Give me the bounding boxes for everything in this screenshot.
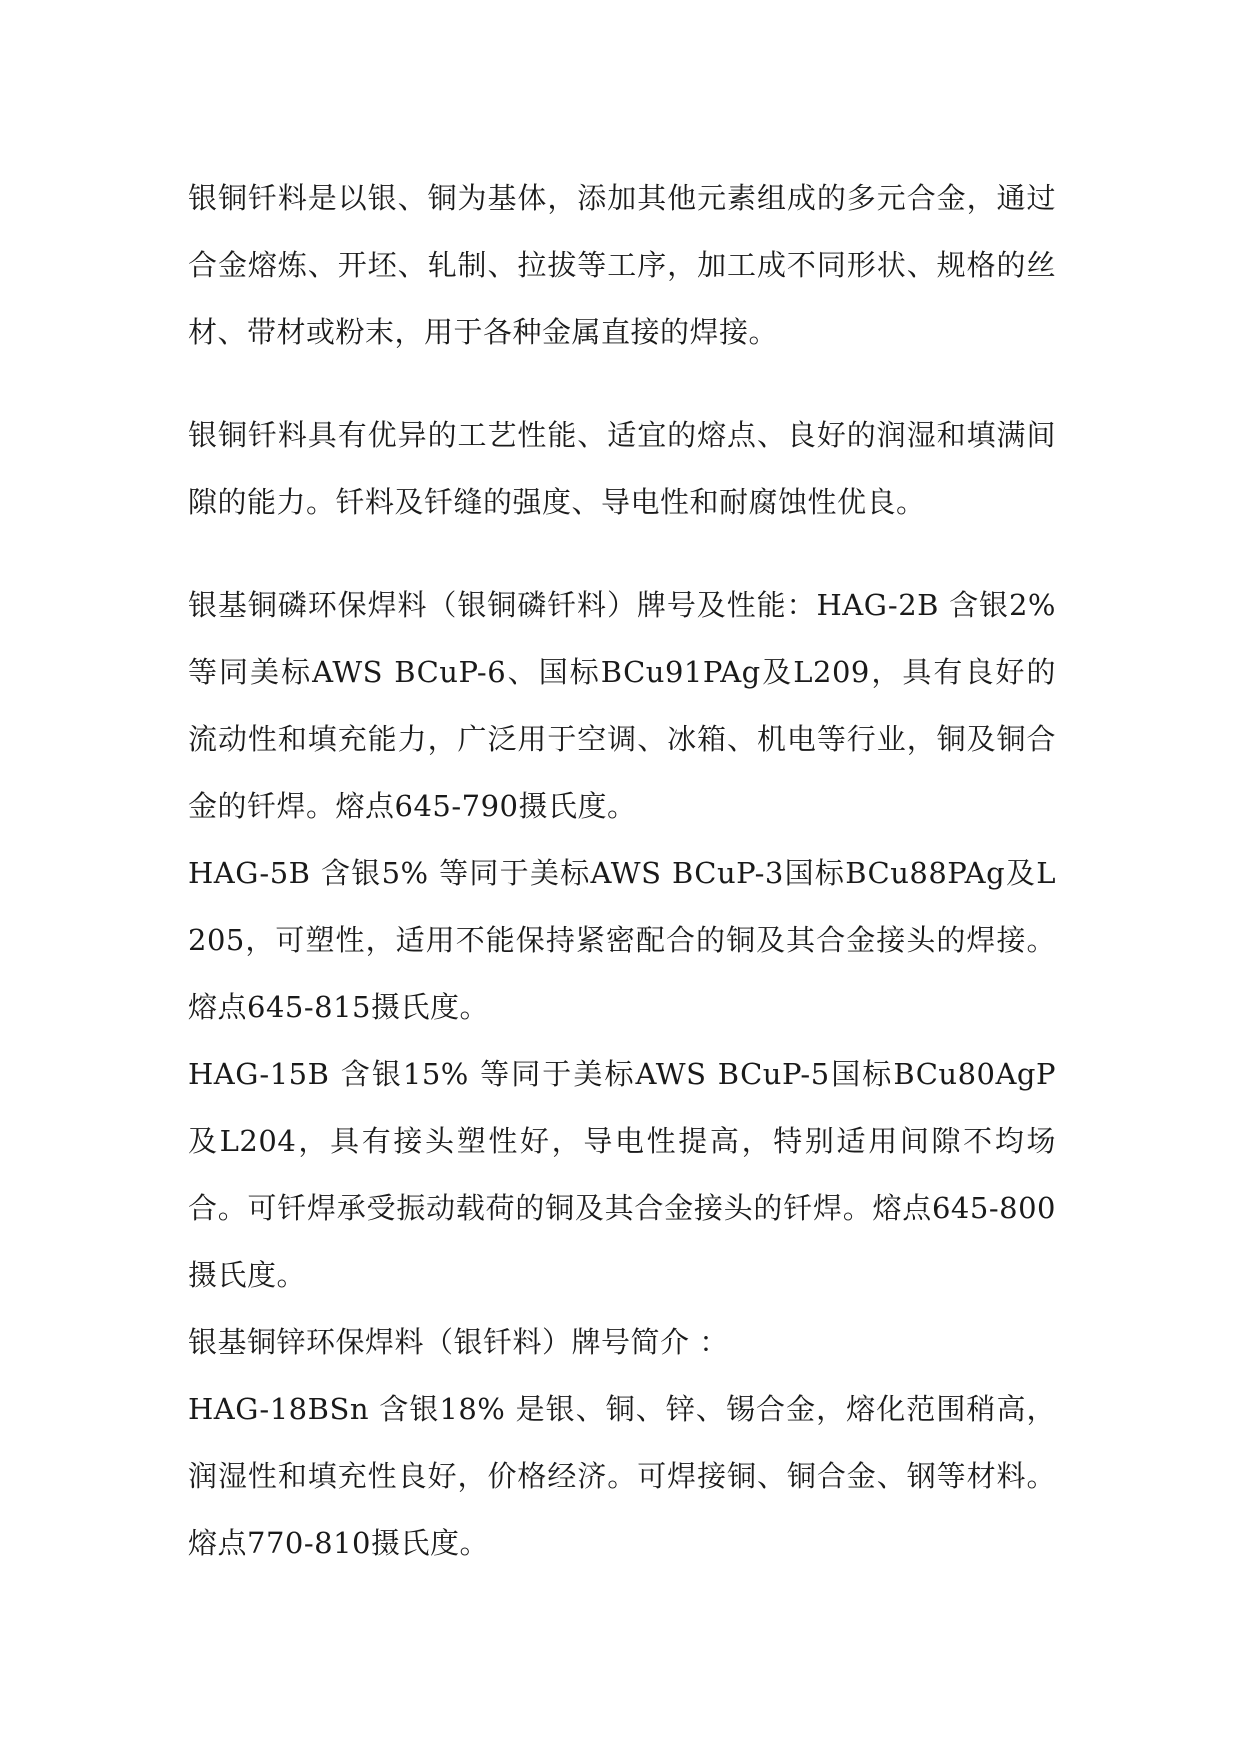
paragraph-hag-2b: 银基铜磷环保焊料（银铜磷钎料）牌号及性能：HAG-2B 含银2% 等同美标AWS BCuP-6、国标BCu91PAg及L209，具有良好的流动性和填充能力，广泛用于空调、冰箱、机电等行业，铜及铜合金的钎焊。熔点645-790摄氏度。 [188, 588, 1056, 823]
paragraph-hag-18bsn: HAG-18BSn 含银18% 是银、铜、锌、锡合金，熔化范围稍高，润湿性和填充性良好，价格经济。可焊接铜、铜合金、钢等材料。熔点770-810摄氏度。 [188, 1392, 1056, 1560]
paragraph-silver-zinc-heading: 银基铜锌环保焊料（银钎料）牌号简介 ： [188, 1325, 729, 1359]
document-body [188, 165, 1056, 1577]
paragraph-properties: 银铜钎料具有优异的工艺性能、适宜的熔点、良好的润湿和填满间隙的能力。钎料及钎缝的强度、导电性和耐腐蚀性优良。 [188, 418, 1056, 519]
paragraph-hag-15b: HAG-15B 含银15% 等同于美标AWS BCuP-5国标BCu80AgP及L204，具有接头塑性好，导电性提高，特别适用间隙不均场合。可钎焊承受振动载荷的铜及其合金接头的钎焊。熔点645-800摄氏度。 [188, 1057, 1056, 1292]
paragraph-hag-5b: HAG-5B 含银5% 等同于美标AWS BCuP-3国标BCu88PAg及L205，可塑性，适用不能保持紧密配合的铜及其合金接头的焊接。熔点645-815摄氏度。 [188, 856, 1056, 1024]
paragraph-intro: 银铜钎料是以银、铜为基体，添加其他元素组成的多元合金，通过合金熔炼、开坯、轧制、拉拔等工序，加工成不同形状、规格的丝材、带材或粉末，用于各种金属直接的焊接。 [188, 181, 1056, 349]
